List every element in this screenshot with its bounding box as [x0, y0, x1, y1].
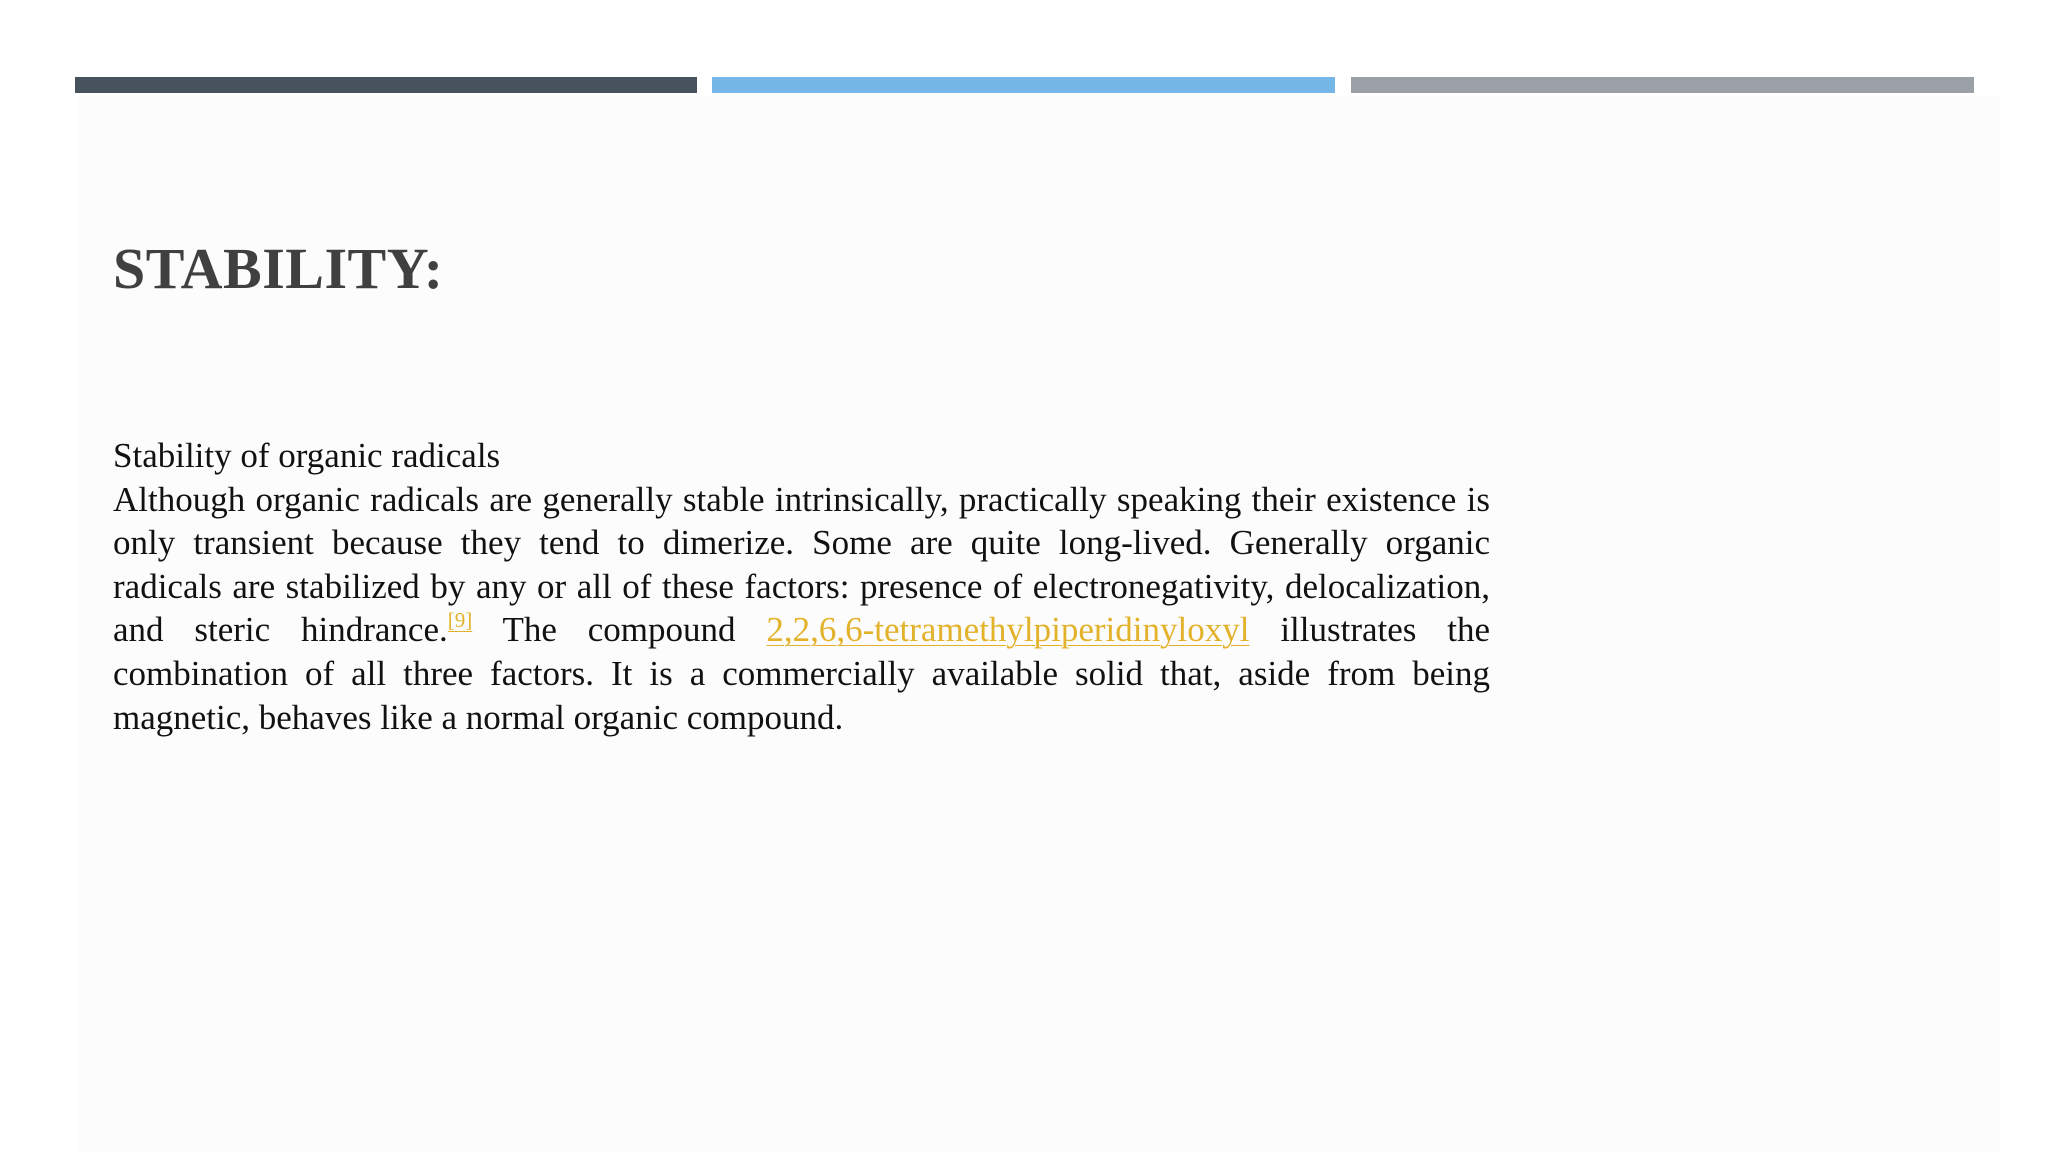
paragraph-text-1: Although organic radicals are generally stable intrinsically, practically speaking their existence is only transient because they tend to dimerize. Some are quite long-lived. Generally organic radicals are stabilized by any or all of these factors: presence of electronegativity, delocalization, and steric hindrance.: [113, 479, 1490, 650]
accent-bar-dark: [75, 77, 697, 93]
slide-body: [113, 434, 1490, 739]
accent-bar-gray: [1351, 77, 1974, 93]
compound-link[interactable]: 2,2,6,6-tetramethylpiperidinyloxyl: [766, 610, 1250, 650]
reference-link-9[interactable]: [9]: [447, 608, 473, 633]
section-subtitle: Stability of organic radicals: [113, 436, 501, 475]
accent-bar-blue: [712, 77, 1335, 93]
slide-title: STABILITY:: [113, 236, 444, 301]
body-paragraph: [113, 478, 1490, 740]
paragraph-text-3: illustrates the combination of all three factors. It is a commercially available solid that, aside from being magnetic, behaves like a normal organic compound.: [113, 610, 1491, 737]
paragraph-text-2: The compound: [472, 610, 767, 650]
